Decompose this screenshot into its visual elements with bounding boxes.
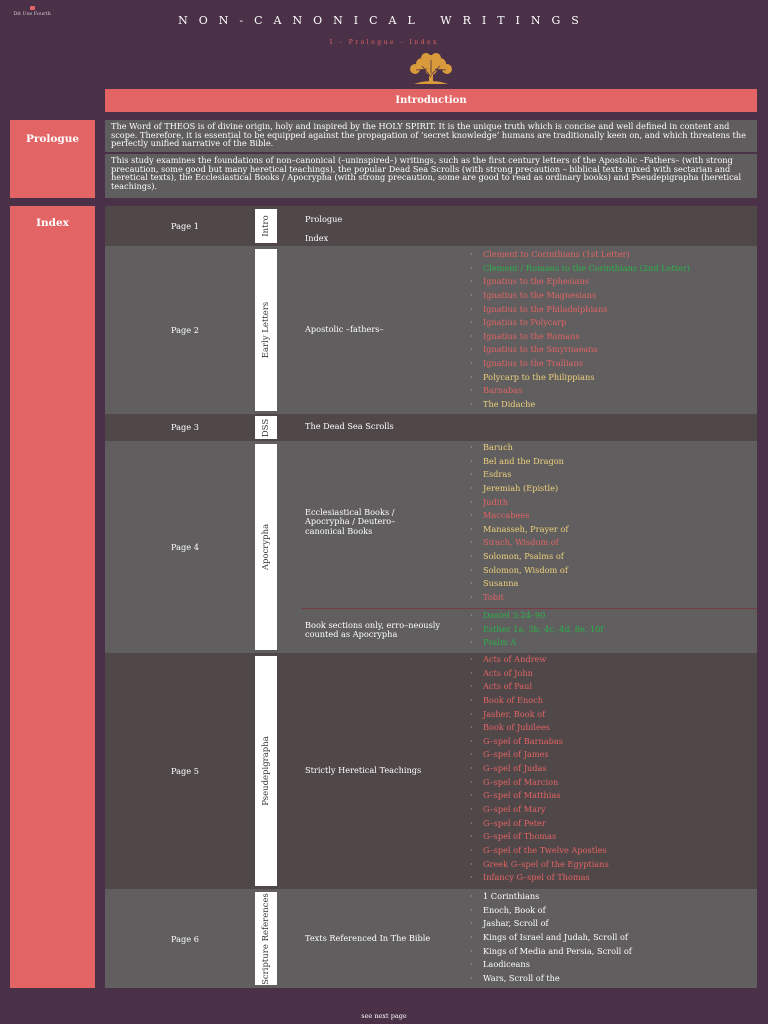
bullet-icon: · <box>470 358 473 369</box>
section-tab: DSS <box>255 416 277 439</box>
list-item[interactable] <box>470 496 568 510</box>
bullet-icon: · <box>470 330 473 341</box>
bullet-icon: · <box>470 735 473 746</box>
list-item-label: Wars, Scroll of the <box>483 972 560 983</box>
bullet-icon: · <box>470 482 473 493</box>
list-item-label: G–spel of James <box>483 749 549 760</box>
page-number[interactable]: Page 2 <box>171 325 199 335</box>
bullet-icon: · <box>470 276 473 287</box>
index-row-page-1 <box>105 206 757 246</box>
list-item-label: Jasher, Book of <box>483 708 546 719</box>
list-item-label: Manasseh, Prayer of <box>483 523 569 534</box>
bullet-icon: · <box>470 289 473 300</box>
list-item-label: Book of Enoch <box>483 694 544 705</box>
list-item-label: Ignatius to the Smyrnaeans <box>483 344 598 355</box>
list-item[interactable] <box>470 636 603 650</box>
bullet-icon: · <box>470 469 473 480</box>
list-item[interactable] <box>470 830 609 844</box>
writings-list <box>470 441 568 605</box>
list-item-label: Kings of Media and Persia, Scroll of <box>483 945 632 956</box>
bullet-icon: · <box>470 858 473 869</box>
page-title: NON-CANONICAL WRITINGS <box>178 14 590 27</box>
section-description: Ecclesiastical Books / Apocrypha / Deutero–canonical Books <box>305 507 396 536</box>
bullet-icon: · <box>470 708 473 719</box>
bullet-icon: · <box>470 776 473 787</box>
prologue-label: Prologue <box>10 120 95 198</box>
list-item[interactable] <box>470 303 690 317</box>
section-tab: Pseudepigrapha <box>255 656 277 886</box>
writings-list-2 <box>470 609 603 650</box>
logo-mark <box>30 6 35 10</box>
list-item[interactable] <box>470 858 609 872</box>
list-item[interactable] <box>470 789 609 803</box>
bullet-icon: · <box>470 592 473 603</box>
bullet-icon: · <box>470 317 473 328</box>
page-number[interactable]: Page 4 <box>171 542 199 552</box>
list-item-label: Baruch <box>483 442 513 452</box>
logo-text: Dit Use Fourth <box>13 11 51 17</box>
list-item[interactable] <box>470 550 568 564</box>
bullet-icon: · <box>470 442 473 452</box>
list-item[interactable] <box>470 509 568 523</box>
list-item[interactable] <box>470 667 609 681</box>
bullet-icon: · <box>470 654 473 664</box>
list-item[interactable] <box>470 455 568 469</box>
prologue-paragraph-2: This study examines the foundations of non–canonical (–uninspired–) writings, such as the first century letters of the Apostolic –Fathers– (with strong precaution, some good but many heretical teachings), the popular Dead Sea Scrolls (with strong precaution – biblical texts mixed with sectarian and heretical texts), the Ecclesiastical Books / Apocrypha (with strong precaution, some are good to read as ordinary books) and Pseudepigrapha (heretical teachings). <box>105 154 757 198</box>
list-item[interactable] <box>470 904 632 918</box>
list-item-label: Psalm A <box>483 637 517 648</box>
list-item[interactable] <box>470 371 690 385</box>
list-item[interactable] <box>470 343 690 357</box>
bullet-icon: · <box>470 551 473 562</box>
list-item-label: Acts of Andrew <box>483 654 547 664</box>
writings-list <box>470 248 690 412</box>
list-item-label: G–spel of Barnabas <box>483 735 563 746</box>
list-item-label: Jeremiah (Epistle) <box>483 482 559 493</box>
prologue-paragraph-1: The Word of THEOS is of divine origin, holy and inspired by the HOLY SPIRIT. It is the unique truth which is concise and well defined in content and scope. Therefore, it is essential to be equipped against the propagation of ‘secret knowledge’ humans are traditionally keen on, and which threatens the perfectly unified narrative of the Bible. <box>105 120 757 152</box>
introduction-header: Introduction <box>105 89 757 112</box>
list-item[interactable] <box>470 748 609 762</box>
list-item-label: G–spel of Marcion <box>483 776 559 787</box>
list-item-label: Esdras <box>483 469 512 480</box>
page-number[interactable]: Page 6 <box>171 934 199 944</box>
list-item-label: Enoch, Book of <box>483 904 546 915</box>
list-item[interactable] <box>470 762 609 776</box>
bullet-icon: · <box>470 891 473 901</box>
list-item-label: Ignatius to Polycarp <box>483 317 567 328</box>
list-item-label: Esther 1a, 3b, 4c, 4d, 8e, 10f <box>483 623 604 634</box>
bullet-icon: · <box>470 749 473 760</box>
bullet-icon: · <box>470 722 473 733</box>
bullet-icon: · <box>470 831 473 842</box>
list-item-label: G–spel of Peter <box>483 817 546 828</box>
writings-list <box>470 890 632 985</box>
bullet-icon: · <box>470 344 473 355</box>
bullet-icon: · <box>470 578 473 589</box>
list-item-label: Bel and the Dragon <box>483 455 564 466</box>
bullet-icon: · <box>470 904 473 915</box>
bullet-icon: · <box>470 918 473 929</box>
bullet-icon: · <box>470 496 473 507</box>
bullet-icon: · <box>470 804 473 815</box>
bullet-icon: · <box>470 564 473 575</box>
list-item-label: Sirach, Wisdom of <box>483 537 559 548</box>
bullet-icon: · <box>470 262 473 273</box>
list-item-label: Solomon, Psalms of <box>483 551 564 562</box>
section-description: Strictly Heretical Teachings <box>305 765 422 775</box>
bullet-icon: · <box>470 817 473 828</box>
index-row-page-2 <box>105 246 757 414</box>
bullet-icon: · <box>470 303 473 314</box>
next-page-link[interactable]: see next page <box>361 1012 407 1020</box>
list-item[interactable] <box>470 275 690 289</box>
list-item[interactable] <box>470 468 568 482</box>
list-item[interactable] <box>470 248 690 262</box>
bullet-icon: · <box>470 385 473 396</box>
bullet-icon: · <box>470 399 473 410</box>
list-item[interactable] <box>470 735 609 749</box>
list-item-label: Barnabas <box>483 385 523 396</box>
list-item[interactable] <box>470 945 632 959</box>
index-row-page-6 <box>105 889 757 988</box>
list-item[interactable] <box>470 441 568 455</box>
bullet-icon: · <box>470 694 473 705</box>
bullet-icon: · <box>470 249 473 259</box>
bullet-icon: · <box>470 972 473 983</box>
list-item-label: Solomon, Wisdom of <box>483 564 568 575</box>
bullet-icon: · <box>470 931 473 942</box>
intro-links <box>305 210 342 247</box>
list-item-label: Infancy G–spel of Thomas <box>483 872 590 883</box>
list-item-label: Clement to Corinthians (1st Letter) <box>483 249 630 259</box>
list-item-label: Ignatius to the Philadelphians <box>483 303 608 314</box>
index-row-page-5 <box>105 653 757 889</box>
list-item[interactable] <box>470 871 609 885</box>
bullet-icon: · <box>470 844 473 855</box>
index-row-page-4 <box>105 441 757 653</box>
index-label: Index <box>10 206 95 988</box>
link-prologue[interactable]: Prologue <box>305 214 343 224</box>
section-description-2: Book sections only, erro–neously counted as Apocrypha <box>305 620 441 640</box>
list-item[interactable] <box>470 262 690 276</box>
list-item-label: Jashar, Scroll of <box>483 918 549 929</box>
bullet-icon: · <box>470 959 473 970</box>
bullet-icon: · <box>470 763 473 774</box>
bullet-icon: · <box>470 872 473 883</box>
list-item[interactable] <box>470 817 609 831</box>
bullet-icon: · <box>470 510 473 521</box>
breadcrumb[interactable]: 1 - Prologue - Index <box>329 39 439 46</box>
writings-list <box>470 653 609 885</box>
list-item[interactable] <box>470 577 568 591</box>
list-item-label: G–spel of the Twelve Apostles <box>483 844 607 855</box>
list-item[interactable] <box>470 803 609 817</box>
list-item[interactable] <box>470 623 603 637</box>
list-item[interactable] <box>470 680 609 694</box>
list-item-label: The Didache <box>483 399 536 410</box>
list-item[interactable] <box>470 316 690 330</box>
list-item[interactable] <box>470 609 603 623</box>
section-description: Texts Referenced In The Bible <box>305 933 431 943</box>
section-tab: Scripture References <box>255 892 277 985</box>
list-item[interactable] <box>470 844 609 858</box>
list-item-label: Ignatius to the Romans <box>483 330 580 341</box>
list-item-label: Ignatius to the Magnesians <box>483 289 597 300</box>
list-item-label: Ignatius to the Ephesians <box>483 276 589 287</box>
tree-icon <box>402 51 460 88</box>
list-item[interactable] <box>470 591 568 605</box>
list-item-label: G–spel of Mary <box>483 804 546 815</box>
list-item-label: Acts of John <box>483 667 533 678</box>
list-item[interactable] <box>470 721 609 735</box>
bullet-icon: · <box>470 523 473 534</box>
section-description: Apostolic –fathers– <box>305 324 384 334</box>
list-item[interactable] <box>470 653 609 667</box>
list-item-label: Greek G–spel of the Egyptians <box>483 858 609 869</box>
page-number[interactable]: Page 1 <box>171 221 199 231</box>
list-item[interactable] <box>470 958 632 972</box>
list-item-label: Daniel 3:24–90 <box>483 610 546 620</box>
list-item-label: Clement / Romans to the Corinthians (2nd Letter) <box>483 262 690 273</box>
list-item-label: 1 Corinthians <box>483 891 540 901</box>
bullet-icon: · <box>470 667 473 678</box>
list-item[interactable] <box>470 536 568 550</box>
section-tab: Apocrypha <box>255 444 277 650</box>
bullet-icon: · <box>470 790 473 801</box>
list-item-label: Maccabees <box>483 510 530 521</box>
list-item[interactable] <box>470 330 690 344</box>
list-item[interactable] <box>470 972 632 986</box>
list-item[interactable] <box>470 708 609 722</box>
list-item-label: Polycarp to the Philippians <box>483 371 595 382</box>
list-item-label: Ignatius to the Trallians <box>483 358 583 369</box>
section-tab: Early Letters <box>255 249 277 411</box>
list-item-label: G–spel of Thomas <box>483 831 557 842</box>
page-number[interactable]: Page 3 <box>171 422 199 432</box>
bullet-icon: · <box>470 537 473 548</box>
list-item[interactable] <box>470 917 632 931</box>
list-item-label: Susanna <box>483 578 519 589</box>
section-tab: Intro <box>255 209 277 243</box>
bullet-icon: · <box>470 681 473 692</box>
list-item-label: Laodiceans <box>483 959 530 970</box>
list-item[interactable] <box>470 523 568 537</box>
list-item-label: Tobit <box>483 592 504 603</box>
bullet-icon: · <box>470 455 473 466</box>
list-item-label: G–spel of Judas <box>483 763 547 774</box>
list-item[interactable] <box>470 289 690 303</box>
index-row-page-3 <box>105 414 757 441</box>
list-item[interactable] <box>470 357 690 371</box>
bullet-icon: · <box>470 371 473 382</box>
page-number[interactable]: Page 5 <box>171 766 199 776</box>
list-item-label: Judith <box>483 496 508 507</box>
list-item[interactable] <box>470 931 632 945</box>
bullet-icon: · <box>470 610 473 620</box>
bullet-icon: · <box>470 623 473 634</box>
section-description[interactable]: The Dead Sea Scrolls <box>305 421 394 431</box>
list-item-label: Book of Jubilees <box>483 722 550 733</box>
list-item[interactable] <box>470 564 568 578</box>
link-index[interactable]: Index <box>305 232 329 243</box>
list-item[interactable] <box>470 694 609 708</box>
list-item[interactable] <box>470 384 690 398</box>
list-item-label: Acts of Paul <box>483 681 533 692</box>
list-item-label: Kings of Israel and Judah, Scroll of <box>483 931 628 942</box>
list-item[interactable] <box>470 890 632 904</box>
list-item[interactable] <box>470 398 690 412</box>
bullet-icon: · <box>470 637 473 648</box>
list-item[interactable] <box>470 776 609 790</box>
list-item-label: G–spel of Matthias <box>483 790 561 801</box>
bullet-icon: · <box>470 945 473 956</box>
list-item[interactable] <box>470 482 568 496</box>
